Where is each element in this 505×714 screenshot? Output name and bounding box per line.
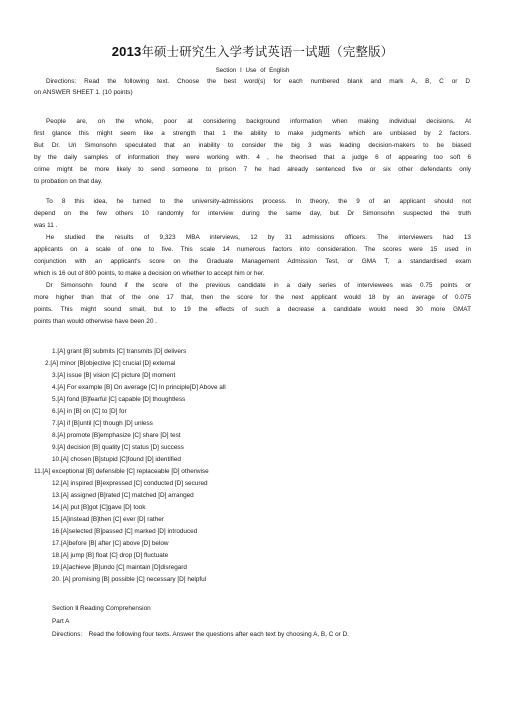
page-title — [0, 42, 505, 60]
option-line: 7.[A] if [B]until [C] though [D] unless — [52, 420, 153, 427]
section2-header: Section Ⅱ Reading Comprehension — [52, 605, 151, 612]
option-line: 5.[A] fond [B]fearful [C] capable [D] thoughtless — [52, 396, 186, 403]
option-line: 3.[A] issue [B] vision [C] picture [D] moment — [52, 372, 176, 379]
option-line: 11.[A] exceptional [B] defensible [C] replaceable [D] otherwise — [34, 468, 209, 475]
passage-line: to probation on that day. — [34, 178, 103, 185]
passage-line: To 8 this idea, he turned to the university-admissions process. In theory, the 9 of an applicant should not — [46, 198, 471, 205]
option-line: 9.[A] decision [B] quality [C] status [D] success — [52, 444, 184, 451]
passage-line: applicants on a scale of one to five. This scale 14 numerous factors into consideration. The scores were 15 used in — [34, 246, 471, 253]
option-line: 20. [A] promising [B] possible [C] necessary [D] helpful — [52, 576, 207, 583]
option-line: 13.[A] assigned [B]rated [C] matched [D] arranged — [52, 492, 194, 499]
option-line: 6.[A] in [B] on [C] to [D] for — [52, 408, 127, 415]
passage-line: points. This might sound small, but to 19 the effects of such a decrease a candidate would need 30 more GMAT — [34, 306, 471, 313]
passage-line: was 11 . — [34, 222, 58, 229]
passage-line: Dr Simonsohn found if the score of the previous candidate in a daily series of interviewees was 0.75 points or — [46, 282, 471, 289]
section1-header: Section Ⅰ Use of English — [215, 67, 290, 74]
section2-part: Part A — [52, 618, 70, 625]
option-line: 1.[A] grant [B] submits [C] transmits [D] delivers — [52, 348, 187, 355]
passage-line: conjunction with an applicant's score on the Graduate Management Admission Test, or GMA T, a standardised exam — [34, 258, 471, 265]
passage-line: He studied the results of 9,323 MBA interviews, 12 by 31 admissions officers. The interviewers had 13 — [46, 234, 471, 241]
passage-line: points than would otherwise have been 20 . — [34, 318, 157, 325]
title-text: 年硕士研究生入学考试英语一试题（完整版） — [141, 44, 394, 59]
option-line: 18.[A] jump [B] float [C] drop [D] fluctuate — [52, 552, 169, 559]
passage-line: But Dr. Uri Simonsohn speculated that an inability to consider the big 3 was leading decision-makers to be biased — [34, 142, 471, 149]
passage-line: first glance this might seem like a strength that 1 the ability to make judgments which are unbiased by 2 factors. — [34, 130, 471, 137]
option-line: 19.[A]achieve [B]undo [C] maintain [D]disregard — [52, 564, 187, 571]
option-line: 10.[A] chosen [B]stupid [C]found [D] identified — [52, 456, 181, 463]
title-year: 2013 — [111, 44, 142, 59]
option-line: 12.[A] inspired [B]expressed [C] conducted [D] secured — [52, 480, 208, 487]
option-line: 4.[A] For example [B] On average [C] In principle[D] Above all — [52, 384, 226, 391]
passage-line: by the daily samples of information they were working with. 4 , he theorised that a judge 6 of appearing too soft 6 — [34, 154, 471, 161]
option-line: 8.[A] promote [B]emphasize [C] share [D] test — [52, 432, 181, 439]
passage-line: People are, on the whole, poor at considering background information when making individual decisions. At — [46, 118, 471, 125]
passage-line: more higher than that of the one 17 that, then the score for the next applicant would 18 by an average of 0.075 — [34, 294, 471, 301]
passage-line: crime might be more likely to send someone to prison 7 he had already sentenced five or six other defendants only — [34, 166, 471, 173]
section1-directions-line: Directions: Read the following text. Choose the best word(s) for each numbered blank and mark A, B, C or D — [46, 78, 470, 85]
option-line: 14.[A] put [B]got [C]gave [D] took — [52, 504, 146, 511]
section1-directions-line: on ANSWER SHEET 1. (10 points) — [34, 89, 133, 96]
option-line: 15.[A]instead [B]then [C] ever [D] rather — [52, 516, 164, 523]
option-line: 2.[A] minor [B]objective [C] crucial [D] external — [45, 360, 176, 367]
option-line: 16.[A]selected [B]passed [C] marked [D] introduced — [52, 528, 198, 535]
option-line: 17.[A]before [B] after [C] above [D] below — [52, 540, 169, 547]
passage-line: which is 16 out of 800 points, to make a decision on whether to accept him or her. — [34, 270, 265, 277]
passage-line: depend on the few others 10 randomly for interview during the same day, but Dr Simonsohn suspected the truth — [34, 210, 471, 217]
section2-directions: Directions： Read the following four texts. Answer the questions after each text by choosing A, B, C or D. — [52, 631, 349, 638]
